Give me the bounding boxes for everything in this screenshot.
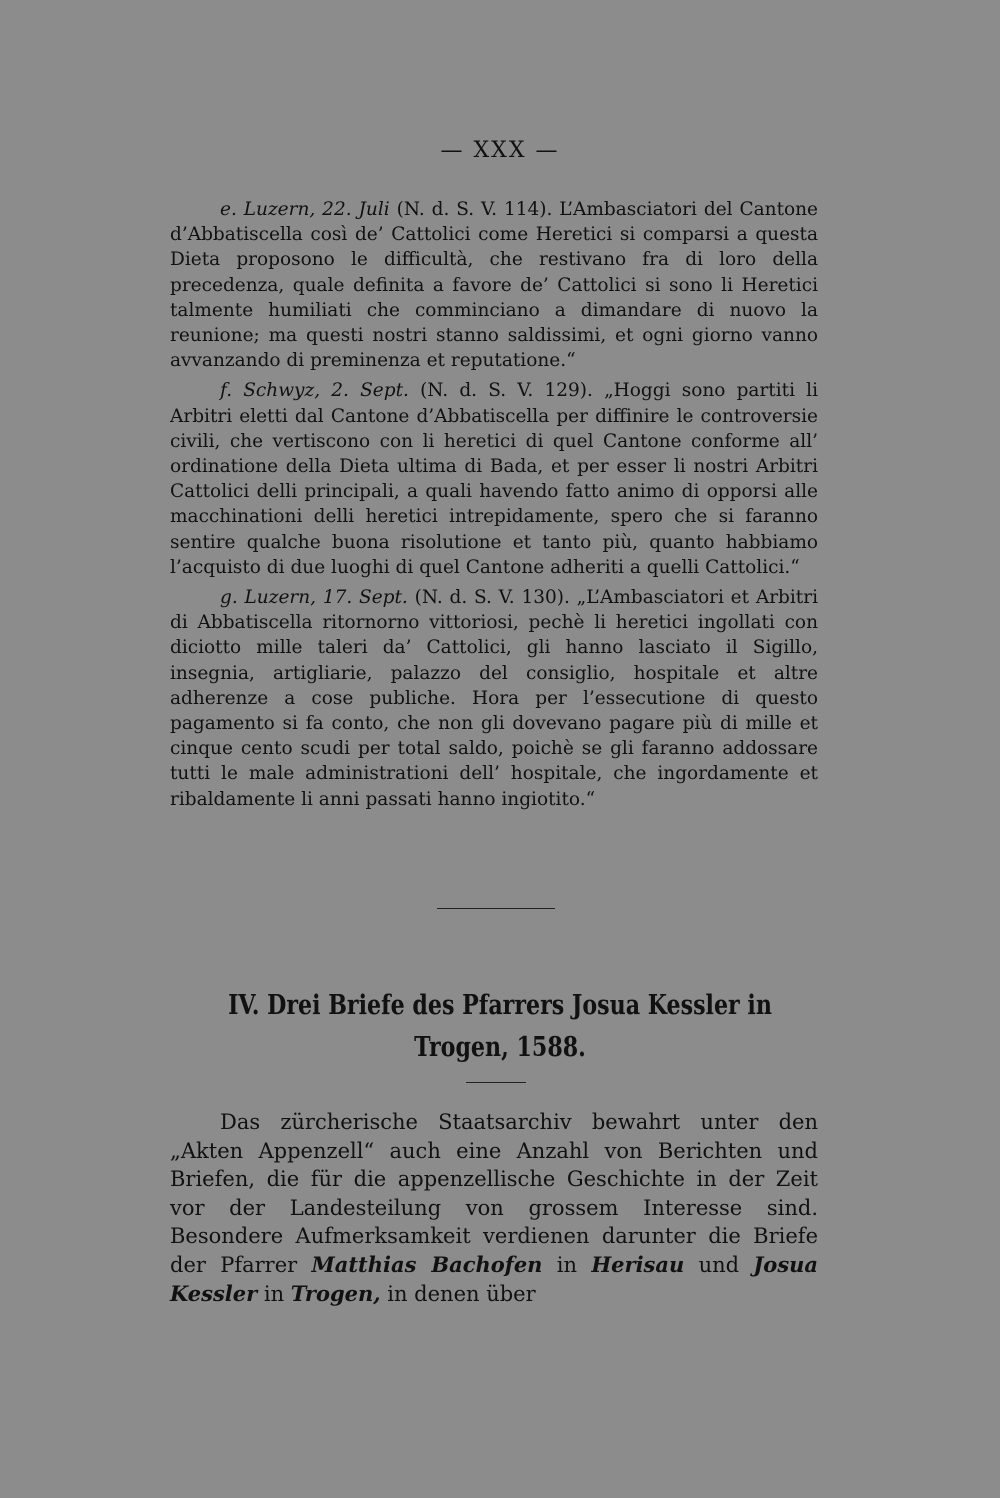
- place-name: Trogen,: [290, 1280, 381, 1306]
- place-name: Herisau: [591, 1251, 685, 1277]
- intro-text: und: [684, 1252, 754, 1277]
- intro-block: [170, 1108, 818, 1308]
- intro-text: Das zürcherische Staatsarchiv bewahrt unter den „Akten Appenzell“ auch eine Anzahl von Berichten und Briefen, die für die appenzellische Geschichte in der Zeit vor der Landesteilung von grossem Interesse sind. Besondere Aufmerksamkeit verdienen darunter die Briefe der Pfarrer: [170, 1110, 818, 1277]
- intro-paragraph: [170, 1108, 818, 1308]
- letter-ref: (N. d. S. V. 129).: [408, 380, 605, 402]
- letter-ref: (N. d. S. V. 130).: [407, 587, 577, 609]
- letter-ref: (N. d. S. V. 114).: [389, 199, 560, 220]
- letter-text: „L’Ambasciatori et Arbitri di Abbatiscella ritornorno vittoriosi, pechè li heretici ingollati con diciotto mille taleri da’ Cattolici, gli hanno lasciato il Sigillo, insegnia, artigliarie, palazzo del consiglio, hospitale et altre adherenze a cose publiche. Hora per l’essecutione di questo pagamento si fa conto, che non gli dovevano pagare più di mille et cinque cento scudi per total saldo, poichè se gli faranno addossare tutti le male administrationi dell’ hospitale, che ingordamente et ribaldamente li anni passati hanno ingiotito.“: [170, 587, 818, 810]
- letter-text: „Hoggi sono partiti li Arbitri eletti dal Cantone d’Abbatiscella per diffinire le controversie civili, che vertiscono con li heretici di quel Cantone conforme all’ ordinatione della Dieta ultima di Bada, et per esser li nostri Arbitri Cattolici delli principali, a quali havendo fatto animo di opporsi alle macchinationi delli heretici intrepidamente, spero che si faranno sentire qualche buona risolutione et tanto più, quanto habbiamo l’acquisto di due luoghi di quel Cantone adheriti a quelli Cattolici.“: [170, 380, 818, 578]
- person-name: Josua Kessler: [170, 1251, 819, 1306]
- intro-text: in: [542, 1252, 592, 1277]
- section-title-line-1: IV. Drei Briefe des Pfarrers Josua Kessler in: [228, 990, 772, 1021]
- letter-label: e. Luzern, 22. Juli: [220, 199, 390, 220]
- letters-block: [170, 197, 818, 812]
- section-title-line-2: Trogen, 1588.: [414, 1032, 586, 1063]
- letter-paragraph-g: [170, 585, 818, 812]
- letter-label: f. Schwyz, 2. Sept.: [220, 380, 409, 402]
- section-title: [221, 985, 779, 1069]
- letter-paragraph-f: [170, 378, 818, 580]
- title-underline: [466, 1082, 526, 1083]
- letter-text: L’Ambasciatori del Cantone d’Abbatiscella così de’ Cattolici come Heretici si comparsi a questa Dieta proposono le difficultà, che restivano fra di loro della precedenza, quale definita a favore de’ Cattolici si sono li Heretici talmente humiliati che comminciano a dimandare di nuovo la reunione; ma questi nostri stanno saldissimi, et ogni giorno vanno avvanzando di preminenza et reputatione.“: [170, 199, 818, 372]
- page-number: — XXX —: [440, 138, 560, 163]
- intro-text: in denen über: [380, 1281, 536, 1306]
- intro-text: in: [257, 1281, 291, 1306]
- person-name: Matthias Bachofen: [311, 1251, 543, 1277]
- section-divider: [437, 908, 555, 909]
- letter-label: g. Luzern, 17. Sept.: [220, 587, 408, 609]
- letter-paragraph-e: [170, 197, 818, 373]
